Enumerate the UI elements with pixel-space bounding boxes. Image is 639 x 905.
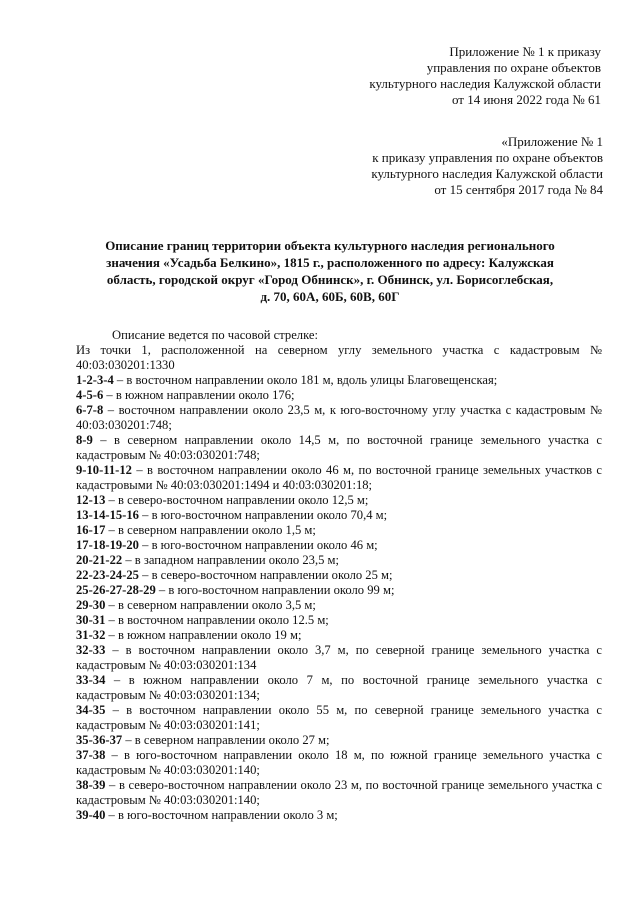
segment-code: 16-17 (76, 523, 106, 537)
title-line: область, городской округ «Город Обнинск», г. Обнинск, ул. Борисоглебская, (106, 272, 554, 287)
segment-item (76, 553, 602, 568)
segment-item (76, 508, 602, 523)
segment-code: 22-23-24-25 (76, 568, 139, 582)
title-line: значения «Усадьба Белкино», 1815 г., расположенного по адресу: Калужская (106, 255, 554, 270)
segment-code: 9-10-11-12 (76, 463, 132, 477)
boundary-description (76, 328, 602, 823)
segment-item (76, 808, 602, 823)
segment-item (76, 538, 602, 553)
title-line: д. 70, 60А, 60Б, 60В, 60Г (260, 289, 400, 304)
appendix-header-current (369, 44, 601, 108)
segment-item (76, 373, 602, 388)
appendix-line: управления по охране объектов (426, 60, 601, 75)
segment-item (76, 493, 602, 508)
segment-code: 1-2-3-4 (76, 373, 114, 387)
segment-text: – в южном направлении около 7 м, по восточной границе земельного участка с кадастровым № 40:03:030201:134; (76, 673, 602, 702)
segment-item (76, 583, 602, 598)
segment-item (76, 403, 602, 433)
segment-item (76, 673, 602, 703)
document-title (60, 237, 600, 305)
segment-text: – в восточном направлении около 12.5 м; (105, 613, 329, 627)
segment-text: – в северном направлении около 3,5 м; (105, 598, 316, 612)
segment-text: – в северном направлении около 14,5 м, по восточной границе земельного участка с кадастровым № 40:03:030201:748; (76, 433, 602, 462)
segment-item (76, 568, 602, 583)
segment-item (76, 433, 602, 463)
appendix-line: от 14 июня 2022 года № 61 (451, 92, 601, 107)
title-line: Описание границ территории объекта культурного наследия регионального (105, 238, 555, 253)
segment-text: – в восточном направлении около 46 м, по восточной границе земельных участков с кадастровыми № 40:03:030201:1494 и 40:03:030201:18; (76, 463, 602, 492)
start-point-paragraph: Из точки 1, расположенной на северном углу земельного участка с кадастровым № 40:03:030201:1330 (76, 343, 602, 372)
segment-code: 30-31 (76, 613, 106, 627)
segment-code: 32-33 (76, 643, 106, 657)
segment-list (76, 373, 602, 823)
segment-code: 29-30 (76, 598, 106, 612)
segment-text: – в восточном направлении около 3,7 м, по северной границе земельного участка с кадастровым № 40:03:030201:134 (76, 643, 602, 672)
segment-text: – в восточном направлении около 55 м, по северной границе земельного участка с кадастровым № 40:03:030201:141; (76, 703, 602, 732)
appendix-line: к приказу управления по охране объектов (372, 150, 603, 165)
segment-item (76, 598, 602, 613)
segment-code: 37-38 (76, 748, 106, 762)
segment-item (76, 733, 602, 748)
segment-text: – в юго-восточном направлении около 18 м, по южной границе земельного участка с кадастровым № 40:03:030201:140; (76, 748, 602, 777)
segment-code: 12-13 (76, 493, 106, 507)
segment-text: – в юго-восточном направлении около 70,4 м; (138, 508, 388, 522)
segment-item (76, 523, 602, 538)
segment-item (76, 703, 602, 733)
segment-text: – в северном направлении около 1,5 м; (105, 523, 316, 537)
segment-code: 13-14-15-16 (76, 508, 139, 522)
segment-item (76, 748, 602, 778)
segment-code: 8-9 (76, 433, 93, 447)
segment-code: 25-26-27-28-29 (76, 583, 156, 597)
segment-code: 34-35 (76, 703, 106, 717)
segment-code: 39-40 (76, 808, 106, 822)
segment-code: 17-18-19-20 (76, 538, 139, 552)
segment-text: – в северо-восточном направлении около 25 м; (138, 568, 393, 582)
segment-text: – в восточном направлении около 181 м, вдоль улицы Благовещенская; (113, 373, 498, 387)
segment-text: – в южном направлении около 19 м; (105, 628, 302, 642)
appendix-header-original (371, 134, 603, 198)
appendix-line: Приложение № 1 к приказу (449, 44, 601, 59)
appendix-line: культурного наследия Калужской области (369, 76, 601, 91)
segment-text: – в юго-восточном направлении около 46 м; (138, 538, 378, 552)
segment-item (76, 628, 602, 643)
segment-code: 31-32 (76, 628, 106, 642)
segment-code: 4-5-6 (76, 388, 104, 402)
segment-item (76, 613, 602, 628)
intro-paragraph: Описание ведется по часовой стрелке: (112, 328, 318, 342)
segment-code: 33-34 (76, 673, 106, 687)
segment-code: 6-7-8 (76, 403, 104, 417)
segment-text: – в северо-восточном направлении около 23 м, по восточной границе земельного участка с кадастровым № 40:03:030201:140; (76, 778, 602, 807)
segment-item (76, 463, 602, 493)
segment-item (76, 778, 602, 808)
segment-text: – в северо-восточном направлении около 12,5 м; (105, 493, 369, 507)
appendix-line: культурного наследия Калужской области (371, 166, 603, 181)
segment-text: – в северном направлении около 27 м; (122, 733, 330, 747)
segment-text: – в юго-восточном направлении около 99 м; (155, 583, 395, 597)
segment-item (76, 388, 602, 403)
segment-text: – в западном направлении около 23,5 м; (122, 553, 340, 567)
segment-code: 20-21-22 (76, 553, 123, 567)
segment-text: – в юго-восточном направлении около 3 м; (105, 808, 338, 822)
segment-text: – в южном направлении около 176; (103, 388, 295, 402)
appendix-line: «Приложение № 1 (501, 134, 603, 149)
segment-text: – восточном направлении около 23,5 м, к юго-восточному углу участка с кадастровым № 40:03:030201:748; (76, 403, 602, 432)
appendix-line: от 15 сентября 2017 года № 84 (434, 182, 603, 197)
segment-code: 35-36-37 (76, 733, 123, 747)
segment-code: 38-39 (76, 778, 106, 792)
segment-item (76, 643, 602, 673)
